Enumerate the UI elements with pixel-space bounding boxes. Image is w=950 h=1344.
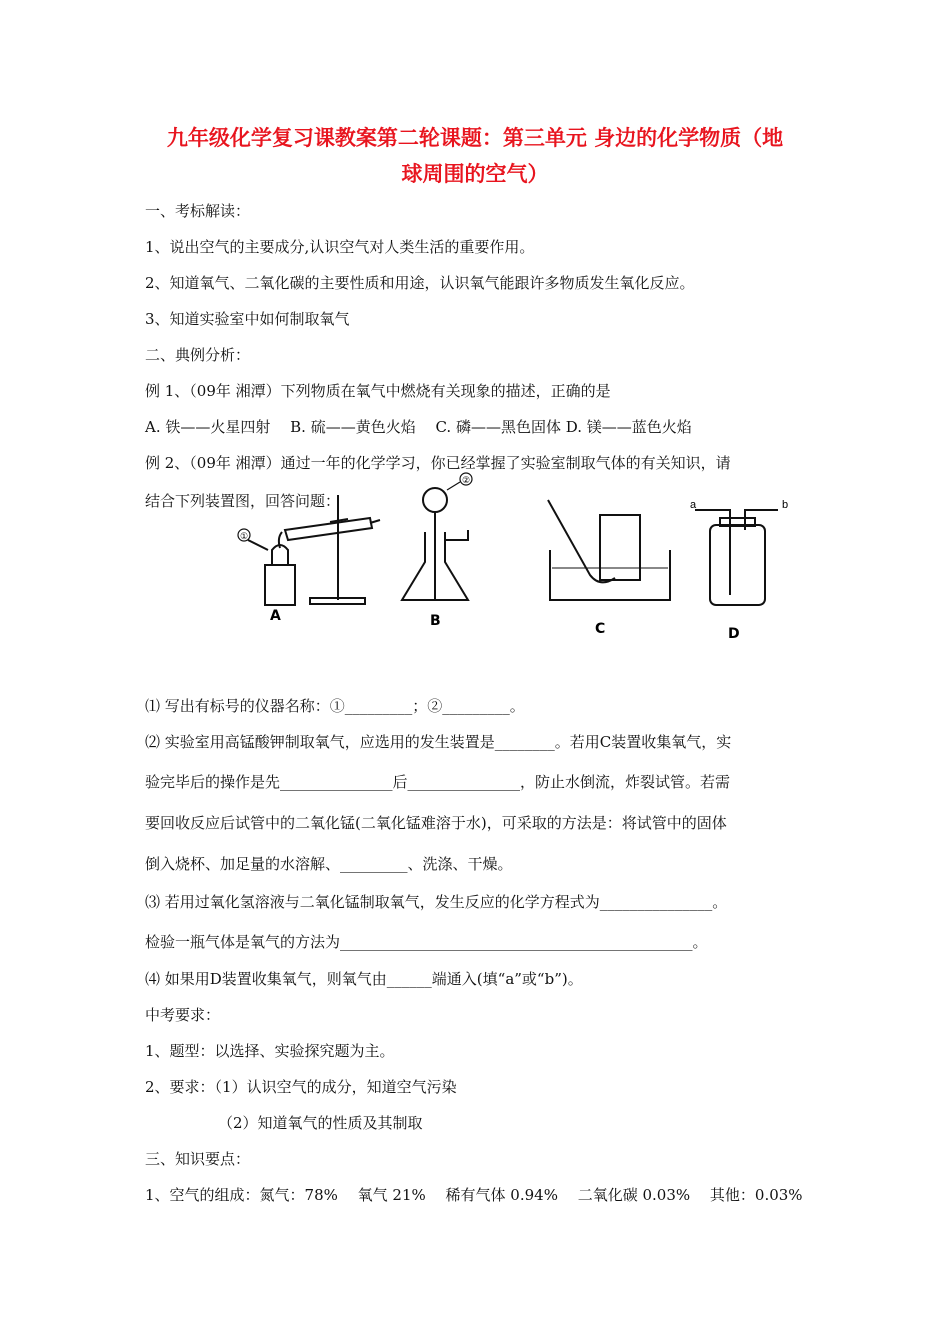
exam-requirements-heading: 中考要求： [145,1006,221,1024]
port-b-label: b [782,499,789,511]
apparatus-drawing [230,470,810,645]
apparatus-c-water-trough [550,550,670,600]
apparatus-c [548,500,670,600]
example-2-intro-line-1: 例 2、（09年 湘潭）通过一年的化学学习，你已经掌握了实验室制取气体的有关知识，请 [145,454,731,472]
exam-requirement-3: （2）知道氧气的性质及其制取 [218,1114,423,1132]
question-2-line-4: 倒入烧杯、加足量的水溶解、_________、洗涤、干燥。 [145,855,513,873]
apparatus-b-funnel-bulb [423,488,447,512]
document-title-line-2: 球周围的空气） [401,162,549,186]
example-2-intro-line-2: 结合下列装置图，回答问题： [145,492,341,510]
apparatus-b-marker-line [447,482,460,490]
example-1-question: 例 1、（09年 湘潭）下列物质在氧气中燃烧有关现象的描述，正确的是 [145,382,611,400]
marker-1: ① [240,532,249,542]
apparatus-a-marker-line [248,540,268,550]
port-a-label: a [690,499,697,511]
question-2-line-3: 要回收反应后试管中的二氧化锰(二氧化锰难溶于水)，可采取的方法是：将试管中的固体 [145,814,727,832]
marker-2: ② [462,476,471,486]
apparatus-c-label: C [595,621,606,637]
question-2-line-2: 验完毕后的操作是先_______________后_______________，防止水倒流，炸裂试管。若需 [145,773,731,791]
apparatus-a-test-tube [285,518,372,540]
document-title-line-1: 九年级化学复习课教案第二轮课题：第三单元 身边的化学物质（地 [166,126,784,150]
apparatus-d-bottle [710,525,765,605]
apparatus-b-label: B [430,613,441,629]
apparatus-d-tube-a [695,510,730,595]
apparatus-a-lamp-stand [265,565,295,605]
apparatus-d [695,510,778,605]
apparatus-b-outlet-tube [445,530,468,540]
lab-apparatus-figure [230,470,810,645]
section-1-heading: 一、考标解读： [145,202,251,220]
standard-item-2: 2、知道氧气、二氧化碳的主要性质和用途，认识氧气能跟许多物质发生氧化反应。 [145,274,695,292]
example-1-options: A. 铁——火星四射 B. 硫——黄色火焰 C. 磷——黑色固体 D. 镁——蓝色火焰 [145,418,692,436]
apparatus-a-stand-base [310,598,365,604]
knowledge-point-1: 1、空气的组成：氮气：78% 氧气 21% 稀有气体 0.94% 二氧化碳 0.03% 其他：0.03% [145,1186,803,1204]
question-1: ⑴ 写出有标号的仪器名称：①_________；②_________。 [145,697,525,715]
standard-item-1: 1、说出空气的主要成分,认识空气对人类生活的重要作用。 [145,238,535,256]
apparatus-a-label: A [270,608,281,624]
apparatus-c-gas-bottle [600,515,640,580]
exam-requirement-1: 1、题型：以选择、实验探究题为主。 [145,1042,395,1060]
apparatus-a [238,495,380,605]
question-4: ⑷ 如果用D装置收集氧气，则氧气由______端通入(填“a”或“b”)。 [145,970,583,988]
apparatus-c-delivery-tube [548,500,615,582]
section-2-heading: 二、典例分析： [145,346,251,364]
apparatus-b [402,473,472,600]
question-3-line-1: ⑶ 若用过氧化氢溶液与二氧化锰制取氧气，发生反应的化学方程式为_______________。 [145,893,728,911]
standard-item-3: 3、知道实验室中如何制取氧气 [145,310,350,328]
question-2-line-1: ⑵ 实验室用高锰酸钾制取氧气，应选用的发生装置是________。若用C装置收集氧气，实 [145,733,732,751]
exam-requirement-2: 2、要求：（1）认识空气的成分，知道空气污染 [145,1078,457,1096]
apparatus-d-label: D [728,626,740,642]
question-3-line-2: 检验一瓶气体是氧气的方法为_______________________________________________。 [145,933,708,951]
section-3-heading: 三、知识要点： [145,1150,251,1168]
